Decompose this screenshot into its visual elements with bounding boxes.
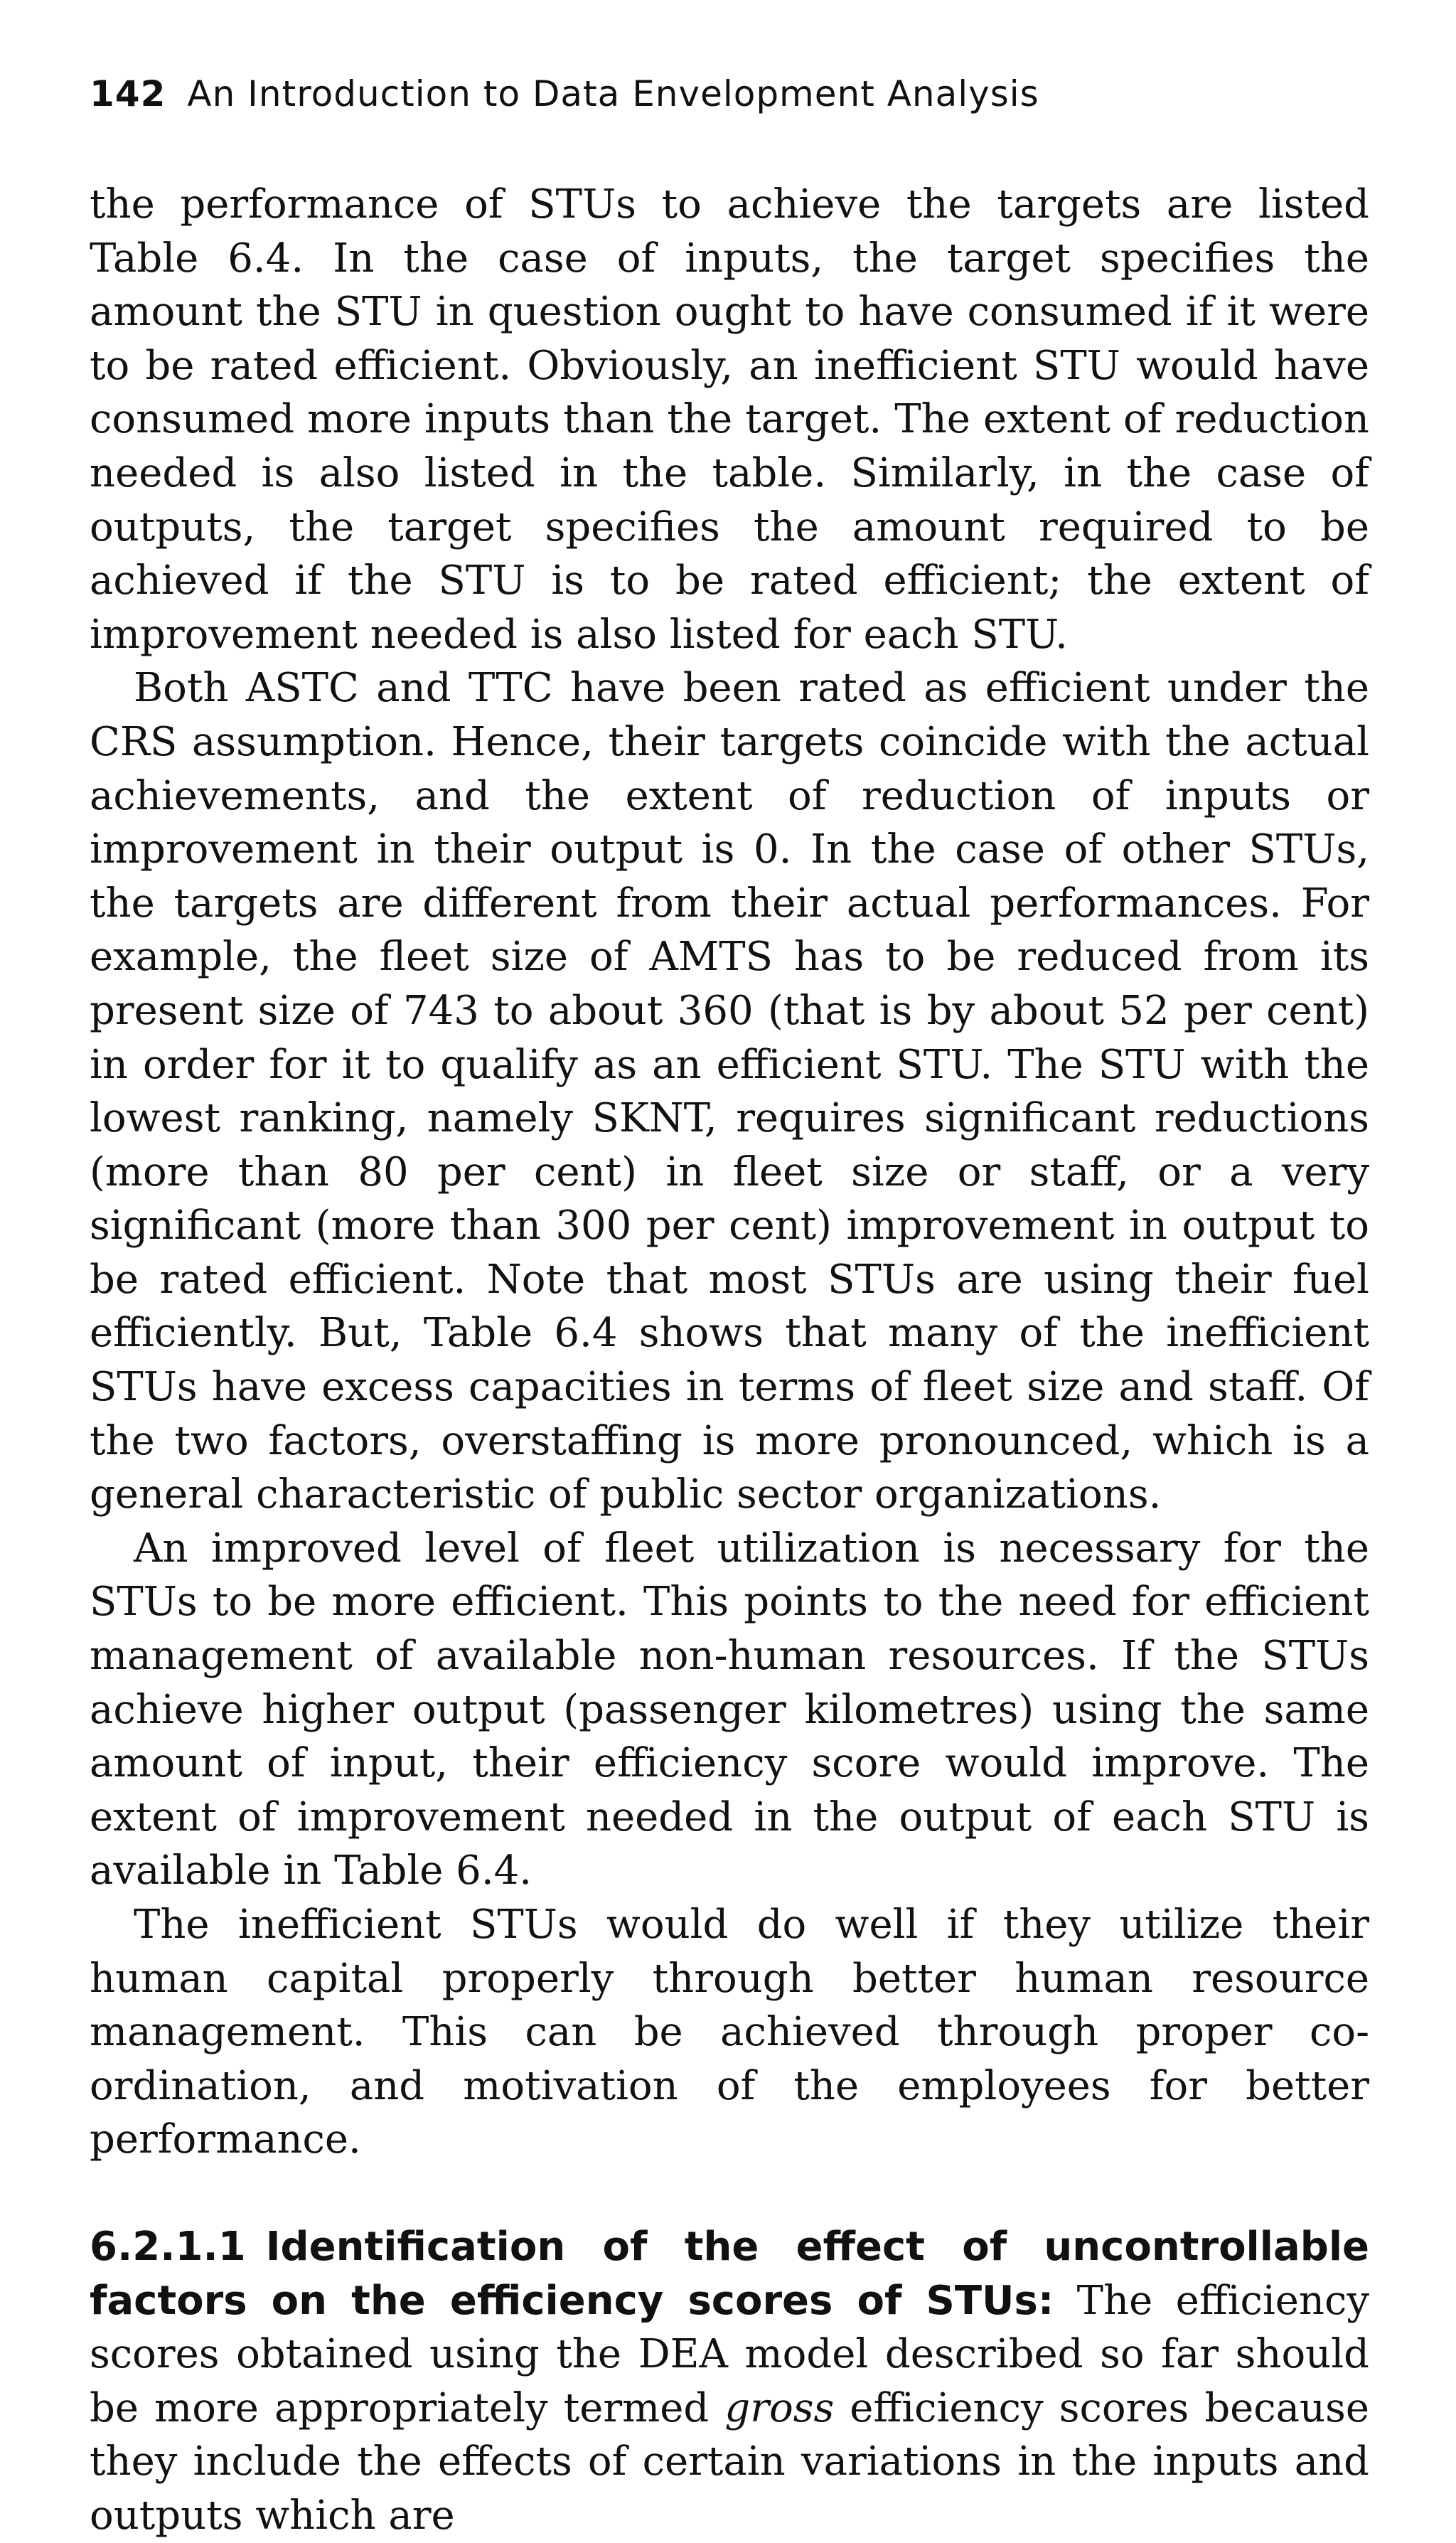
body-text [90,178,1369,2543]
section-text-start: The efficiency scores obtained using the DEA model described so far should be more appropriately termed [90,2277,1369,2431]
paragraph-human-capital: The inefficient STUs would do well if they utilize their human capital properly through better human resource management. This can be achieved through proper co-ordination, and motivation of the employees for better performance. [90,1902,1369,2163]
book-title: An Introduction to Data Envelopment Analysis [187,73,1039,114]
section-text-end: efficiency scores because they include the effects of certain variations in the inputs and outputs which are [90,2384,1370,2539]
italic-term: gross [724,2384,835,2431]
paragraph-efficient-stus: Both ASTC and TTC have been rated as efficient under the CRS assumption. Hence, their targets coincide with the actual achievements, and the extent of reduction of inputs or improvement in their output is 0. In the case of other STUs, the targets are different from their actual performances. For example, the fleet size of AMTS has to be reduced from its present size of 743 to about 360 (that is by about 52 per cent) in order for it to qualify as an efficient STU. The STU with the lowest ranking, namely SKNT, requires significant reductions (more than 80 per cent) in fleet size or staff, or a very significant (more than 300 per cent) improvement in output to be rated efficient. Note that most STUs are using their fuel efficiently. But, Table 6.4 shows that many of the inefficient STUs have excess capacities in terms of fleet size and staff. Of the two factors, overstaffing is more pronounced, which is a general characteristic of public sector organizations. [90,665,1369,1518]
paragraph-continued: the performance of STUs to achieve the targets are listed Table 6.4. In the case of inputs, the target specifies the amount the STU in question ought to have consumed if it were to be rated efficient. Obviously, an inefficient STU would have consumed more inputs than the target. The extent of reduction needed is also listed in the table. Similarly, in the case of outputs, the target specifies the amount required to be achieved if the STU is to be rated efficient; the extent of improvement needed is also listed for each STU. [90,181,1369,658]
section-heading: Identification of the effect of uncontrollable factors on the efficiency scores of STUs: [90,2223,1369,2324]
paragraph-fleet-utilization: An improved level of fleet utilization is necessary for the STUs to be more efficient. This points to the need for efficient management of available non-human resources. If the STUs achieve higher output (passenger kilometres) using the same amount of input, their efficiency score would improve. The extent of improvement needed in the output of each STU is available in Table 6.4. [90,1525,1369,1894]
section-paragraph [90,2220,1369,2543]
section-number: 6.2.1.1 [90,2223,246,2270]
running-head [90,71,1039,117]
page-number: 142 [90,73,166,114]
